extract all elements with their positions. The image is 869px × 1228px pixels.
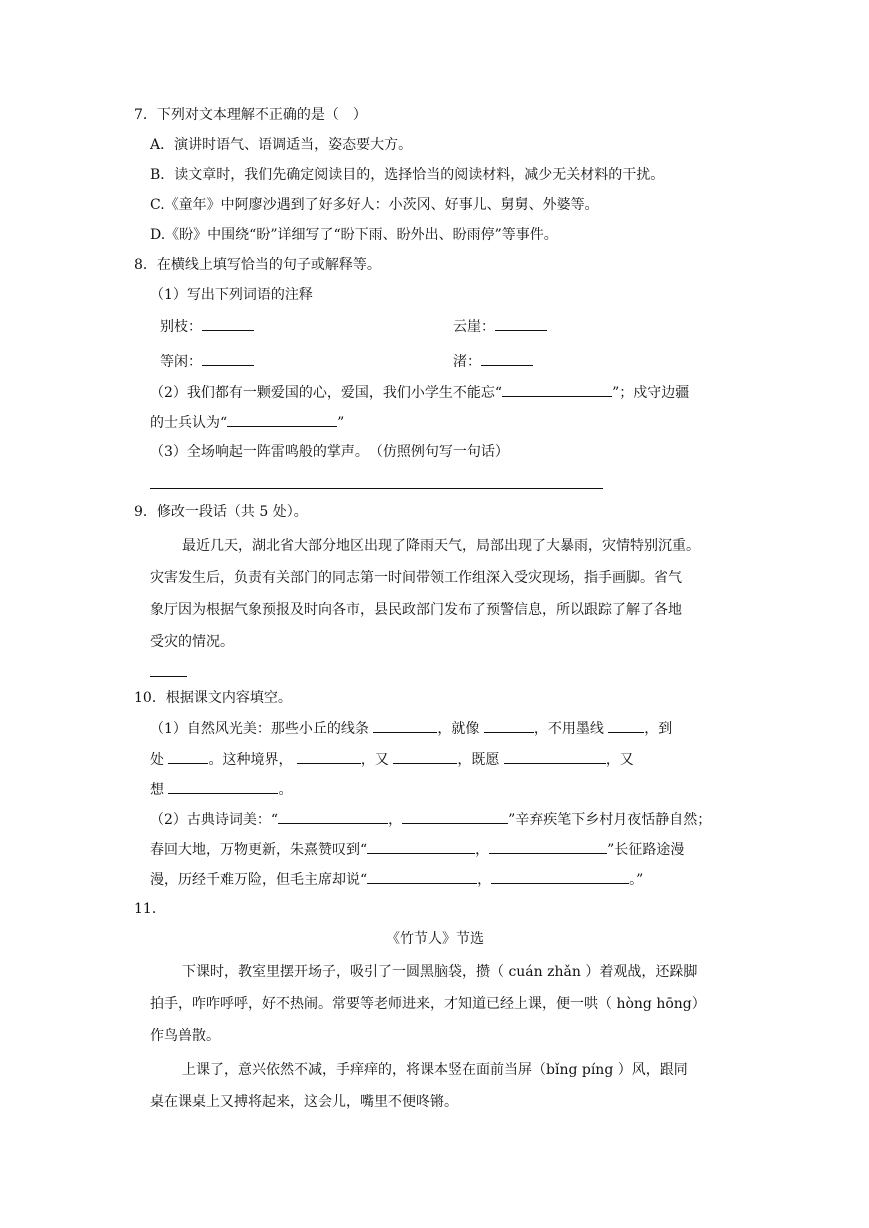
q9-stem: 9．修改一段话（共 5 处）。 — [134, 504, 308, 520]
answer-blank[interactable] — [202, 316, 254, 331]
text: （2）我们都有一颗爱国的心，爱国，我们小学生不能忘“ — [150, 385, 503, 401]
answer-blank[interactable] — [168, 749, 208, 764]
text: ，不用墨线 — [533, 721, 604, 737]
text: （1）自然风光美：那些小丘的线条 — [150, 721, 369, 737]
q8-sub2-line1 — [150, 382, 689, 403]
q8-term-dengxian — [160, 351, 254, 372]
q7-stem: 7．下列对文本理解不正确的是（ ） — [134, 107, 367, 123]
answer-blank[interactable] — [489, 839, 607, 854]
q11-para-line: 作鸟兽散。 — [150, 1028, 220, 1044]
text: 处 — [150, 752, 164, 768]
q10-line4 — [150, 809, 711, 830]
q10-line5 — [150, 839, 684, 860]
answer-blank[interactable] — [367, 869, 477, 884]
q11-passage-title: 《竹节人》节选 — [386, 931, 484, 947]
q8-term-yunya — [453, 316, 547, 337]
q10-line3 — [150, 779, 292, 800]
text: 。这种境界， — [208, 752, 293, 768]
term-label: 渚： — [453, 354, 481, 370]
q9-answer-line[interactable] — [150, 676, 187, 677]
text: ” — [337, 415, 345, 431]
text: ”；戍守边疆 — [612, 385, 690, 401]
text: 。” — [629, 872, 644, 888]
answer-blank[interactable] — [297, 749, 361, 764]
q11-para-line: 桌在课桌上又搏将起来，这会儿，嘴里不便咚锵。 — [150, 1094, 458, 1110]
text: ，就像 — [437, 721, 480, 737]
q11-para-line: 下课时，教室里摆开场子，吸引了一圆黑脑袋，攒（ cuán zhǎn ）着观战，还跺脚 — [182, 964, 698, 980]
q11-number: 11． — [134, 901, 166, 917]
text: ， — [388, 812, 403, 828]
q10-stem: 10．根据课文内容填空。 — [134, 690, 292, 706]
answer-blank[interactable] — [402, 809, 508, 824]
answer-blank[interactable] — [202, 351, 254, 366]
text: 漫，历经千难万险，但毛主席却说“ — [150, 872, 368, 888]
term-label: 别枝： — [160, 319, 202, 335]
q8-sub2-line2 — [150, 412, 344, 433]
q8-sub3: （3）全场响起一阵雷鸣般的掌声。 （仿照例句写一句话） — [150, 444, 509, 460]
text: ，到 — [644, 721, 673, 737]
text: 的士兵认为“ — [150, 415, 228, 431]
answer-blank[interactable] — [278, 809, 388, 824]
q7-option-b: B．读文章时，我们先确定阅读目的，选择恰当的阅读材料，减少无关材料的干扰。 — [150, 167, 665, 183]
q9-para-line: 最近几天，湖北省大部分地区出现了降雨天气，局部出现了大暴雨，灾情特别沉重。 — [182, 538, 700, 554]
q10-line2 — [150, 749, 634, 770]
q7-option-d: D.《盼》中围绕“盼”详细写了“盼下雨、盼外出、盼雨停”等事件。 — [150, 227, 558, 243]
text: ，既愿 — [457, 752, 500, 768]
q7-option-a: A．演讲时语气、语调适当，姿态要大方。 — [150, 137, 413, 153]
answer-blank[interactable] — [168, 779, 278, 794]
q9-para-line: 象厅因为根据气象预报及时向各市，县民政部门发布了预警信息，所以跟踪了解了各地 — [150, 602, 682, 618]
q7-option-c: C.《童年》中阿廖沙遇到了好多好人：小茨冈、好事儿、舅舅、外婆等。 — [150, 197, 599, 213]
answer-blank[interactable] — [393, 749, 457, 764]
answer-blank[interactable] — [504, 749, 606, 764]
q8-answer-line[interactable] — [150, 488, 603, 489]
text: ， — [477, 872, 492, 888]
q9-para-line: 灾害发生后，负责有关部门的同志第一时间带领工作组深入受灾现场，指手画脚。省气 — [150, 570, 682, 586]
text: 春回大地，万物更新，朱熹赞叹到“ — [150, 842, 368, 858]
answer-blank[interactable] — [373, 718, 437, 733]
answer-blank[interactable] — [608, 718, 644, 733]
q8-sub1: （1）写出下列词语的注释 — [150, 287, 313, 303]
q8-stem: 8．在横线上填写恰当的句子或解释等。 — [134, 257, 381, 273]
text: 。 — [278, 782, 293, 798]
answer-blank[interactable] — [484, 718, 534, 733]
q8-term-biezhi — [160, 316, 254, 337]
text: ，又 — [605, 752, 634, 768]
q11-para-line: 拍手，咋咋呼呼，好不热闹。常要等老师进来，才知道已经上课，便一哄（ hòng hōng） — [150, 996, 706, 1012]
text: （2）古典诗词美：“ — [150, 812, 279, 828]
q10-line1 — [150, 718, 672, 739]
text: 想 — [150, 782, 164, 798]
text: ， — [475, 842, 490, 858]
text: ”长征路途漫 — [607, 842, 685, 858]
answer-blank[interactable] — [491, 869, 629, 884]
answer-blank[interactable] — [495, 316, 547, 331]
answer-blank[interactable] — [367, 839, 475, 854]
answer-blank[interactable] — [502, 382, 612, 397]
text: ”辛弃疾笔下乡村月夜恬静自然； — [508, 812, 712, 828]
text: ，又 — [360, 752, 389, 768]
q11-para-line: 上课了，意兴依然不减，手痒痒的，将课本竖在面前当屏（bǐng píng ）风，跟同 — [182, 1062, 688, 1078]
answer-blank[interactable] — [481, 351, 533, 366]
term-label: 等闲： — [160, 354, 202, 370]
term-label: 云崖： — [453, 319, 495, 335]
answer-blank[interactable] — [227, 412, 337, 427]
q10-line6 — [150, 869, 643, 890]
q8-term-zhu — [453, 351, 533, 372]
q9-para-line: 受灾的情况。 — [150, 634, 234, 650]
